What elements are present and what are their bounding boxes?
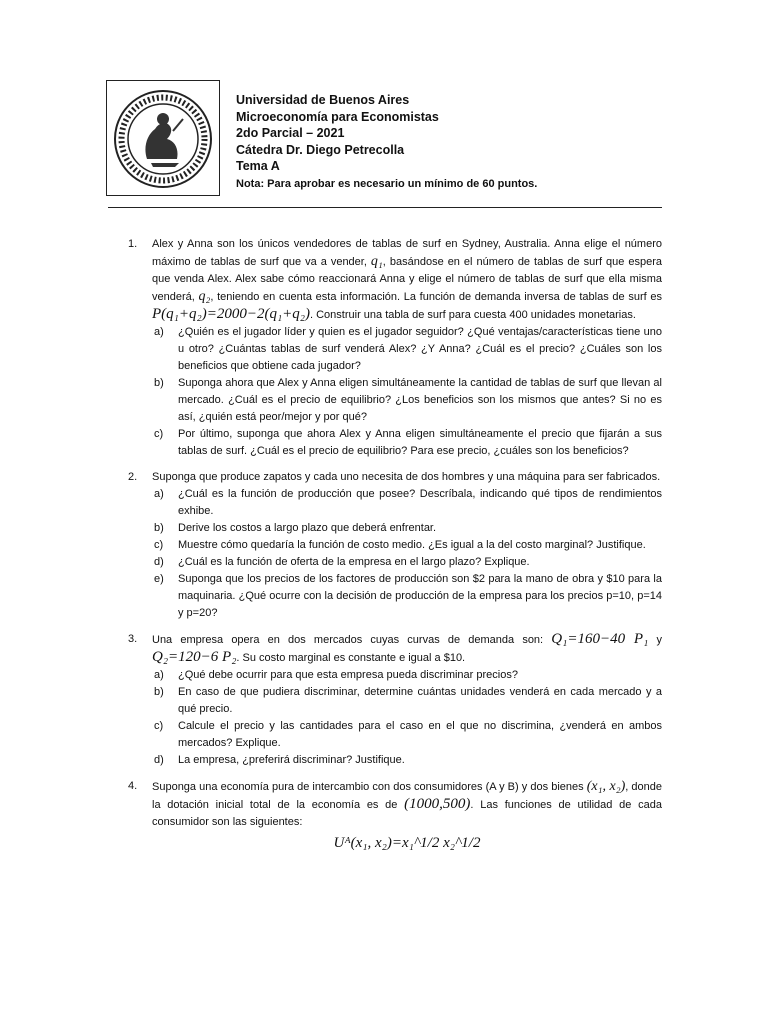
question-text bbox=[152, 236, 662, 324]
text-part: y bbox=[648, 634, 662, 646]
subquestion bbox=[152, 375, 662, 426]
question-number: 1. bbox=[128, 238, 138, 250]
demand-formula-2: Q₂=120−6 P₂ bbox=[152, 649, 237, 665]
math-var: q₂ bbox=[198, 289, 211, 304]
sub-letter: a) bbox=[154, 669, 164, 681]
sub-letter: c) bbox=[154, 720, 164, 732]
text-part: . Su costo marginal es constante e igual a $10. bbox=[236, 652, 466, 664]
exam-version: Tema A bbox=[236, 159, 280, 173]
university-name: Universidad de Buenos Aires bbox=[236, 93, 410, 107]
subquestion bbox=[152, 486, 662, 520]
course-name: Microeconomía para Economistas bbox=[236, 109, 439, 124]
subquestion bbox=[152, 571, 662, 622]
question-text bbox=[152, 631, 662, 667]
question-number: 3. bbox=[128, 633, 138, 645]
endowment-formula: (1000,500) bbox=[404, 796, 471, 812]
subquestion bbox=[152, 718, 662, 752]
sub-letter: b) bbox=[154, 522, 164, 534]
sub-text: ¿Cuál es la función de producción que posee? Descríbala, indicando qué tipos de rendimientos exhibe. bbox=[178, 488, 662, 517]
sub-letter: b) bbox=[154, 377, 164, 389]
sub-text: Suponga ahora que Alex y Anna eligen simultáneamente la cantidad de tablas de surf que llevan al mercado. ¿Cuál es el precio de equilibrio? ¿Los beneficios son los mismos que antes? Si no es así, ¿quién está peor/mejor y por qué? bbox=[178, 377, 662, 423]
passing-note: Nota: Para aprobar es necesario un mínimo de 60 puntos. bbox=[236, 177, 538, 190]
subquestion bbox=[152, 324, 662, 375]
sub-letter: a) bbox=[154, 488, 164, 500]
text-part: Una empresa opera en dos mercados cuyas curvas de demanda son: bbox=[152, 634, 552, 646]
question-3 bbox=[110, 631, 662, 769]
text-part: Suponga una economía pura de intercambio con dos consumidores (A y B) y dos bienes bbox=[152, 781, 587, 793]
seal-icon bbox=[113, 89, 213, 189]
text-part: . Las funciones de utilidad de cada consumidor son las siguientes: bbox=[152, 799, 662, 828]
subquestion bbox=[152, 684, 662, 718]
sub-text: Suponga que los precios de los factores de producción son $2 para la mano de obra y $10 para la maquinaria. ¿Qué ocurre con la decisión de producción de la empresa para los precios p=10, p=14 y p=20? bbox=[178, 573, 662, 619]
subquestion bbox=[152, 537, 662, 554]
utility-formula: Uᴬ(x₁, x₂)=x₁^1/2 x₂^1/2 bbox=[333, 835, 481, 851]
demand-formula: P(q₁+q₂)=2000−2(q₁+q₂) bbox=[152, 306, 310, 322]
subquestion bbox=[152, 426, 662, 460]
subquestion bbox=[152, 554, 662, 571]
sub-text: Calcule el precio y las cantidades para el caso en el que no discrimina, ¿venderá en ambos mercados? Explique. bbox=[178, 720, 662, 749]
header-divider bbox=[108, 207, 662, 208]
subquestion bbox=[152, 667, 662, 684]
sub-text: ¿Quién es el jugador líder y quien es el jugador seguidor? ¿Qué ventajas/características tiene uno u otro? ¿Cuántas tablas de surf venderá Alex? ¿Y Anna? ¿Cuál es el precio? ¿Cuáles son los beneficios que obtiene cada jugador? bbox=[178, 326, 662, 372]
sub-text: Muestre cómo quedaría la función de costo medio. ¿Es igual a la del costo marginal? Justifique. bbox=[178, 539, 646, 551]
subquestion bbox=[152, 752, 662, 769]
text-part: Alex y Anna son los únicos vendedores de tablas de surf en Sydney, Australia. Anna elige el número máximo de tablas de surf que va a vender, bbox=[152, 238, 662, 268]
sub-letter: c) bbox=[154, 539, 164, 551]
demand-formula-1: Q₁=160−40 P₁ bbox=[551, 631, 649, 647]
subquestion bbox=[152, 520, 662, 537]
sub-text: En caso de que pudiera discriminar, determine cuántas unidades venderá en cada mercado y a qué precio. bbox=[178, 686, 662, 715]
sub-letter: b) bbox=[154, 686, 164, 698]
text-part: , basándose en el número de tablas de surf que espera que venda Alex. Alex sabe cómo reaccionará Anna y elige el número de tablas de surf que ella misma venderá, bbox=[152, 256, 663, 303]
sub-letter: e) bbox=[154, 573, 164, 585]
question-4 bbox=[110, 778, 662, 852]
text-part: , donde la dotación inicial total de la economía es de bbox=[152, 781, 662, 811]
sub-letter: c) bbox=[154, 428, 164, 440]
question-text: Suponga que produce zapatos y cada uno necesita de dos hombres y una máquina para ser fabricados. bbox=[152, 471, 661, 483]
text-part: . Construir una tabla de surf para cuesta 400 unidades monetarias. bbox=[310, 309, 636, 321]
chair-name: Cátedra Dr. Diego Petrecolla bbox=[236, 142, 405, 157]
sub-text: Derive los costos a largo plazo que deberá enfrentar. bbox=[178, 522, 437, 534]
sub-letter: d) bbox=[154, 556, 164, 568]
sub-letter: a) bbox=[154, 326, 164, 338]
sub-text: ¿Cuál es la función de oferta de la empresa en el largo plazo? Explique. bbox=[178, 556, 530, 568]
exam-name: 2do Parcial – 2021 bbox=[236, 126, 345, 140]
sub-text: La empresa, ¿preferirá discriminar? Justifique. bbox=[178, 754, 405, 766]
question-text bbox=[152, 778, 662, 831]
question-2 bbox=[110, 469, 662, 622]
goods-formula: (x₁, x₂) bbox=[586, 779, 626, 794]
question-number: 4. bbox=[128, 780, 138, 792]
sub-text: ¿Qué debe ocurrir para que esta empresa pueda discriminar precios? bbox=[178, 669, 518, 681]
sub-text: Por último, suponga que ahora Alex y Anna eligen simultáneamente el precio que fijarán a sus tablas de surf. ¿Cuál es el precio de equilibrio? Para ese precio, ¿cuáles son los beneficios? bbox=[178, 428, 662, 457]
university-seal bbox=[106, 80, 220, 196]
math-var: q₁ bbox=[370, 254, 383, 269]
question-number: 2. bbox=[128, 471, 138, 483]
exam-questions bbox=[110, 236, 662, 861]
sub-letter: d) bbox=[154, 754, 164, 766]
question-1 bbox=[110, 236, 662, 460]
exam-header bbox=[236, 92, 537, 192]
text-part: , teniendo en cuenta esta información. La función de demanda inversa de tablas de surf es bbox=[210, 291, 662, 303]
